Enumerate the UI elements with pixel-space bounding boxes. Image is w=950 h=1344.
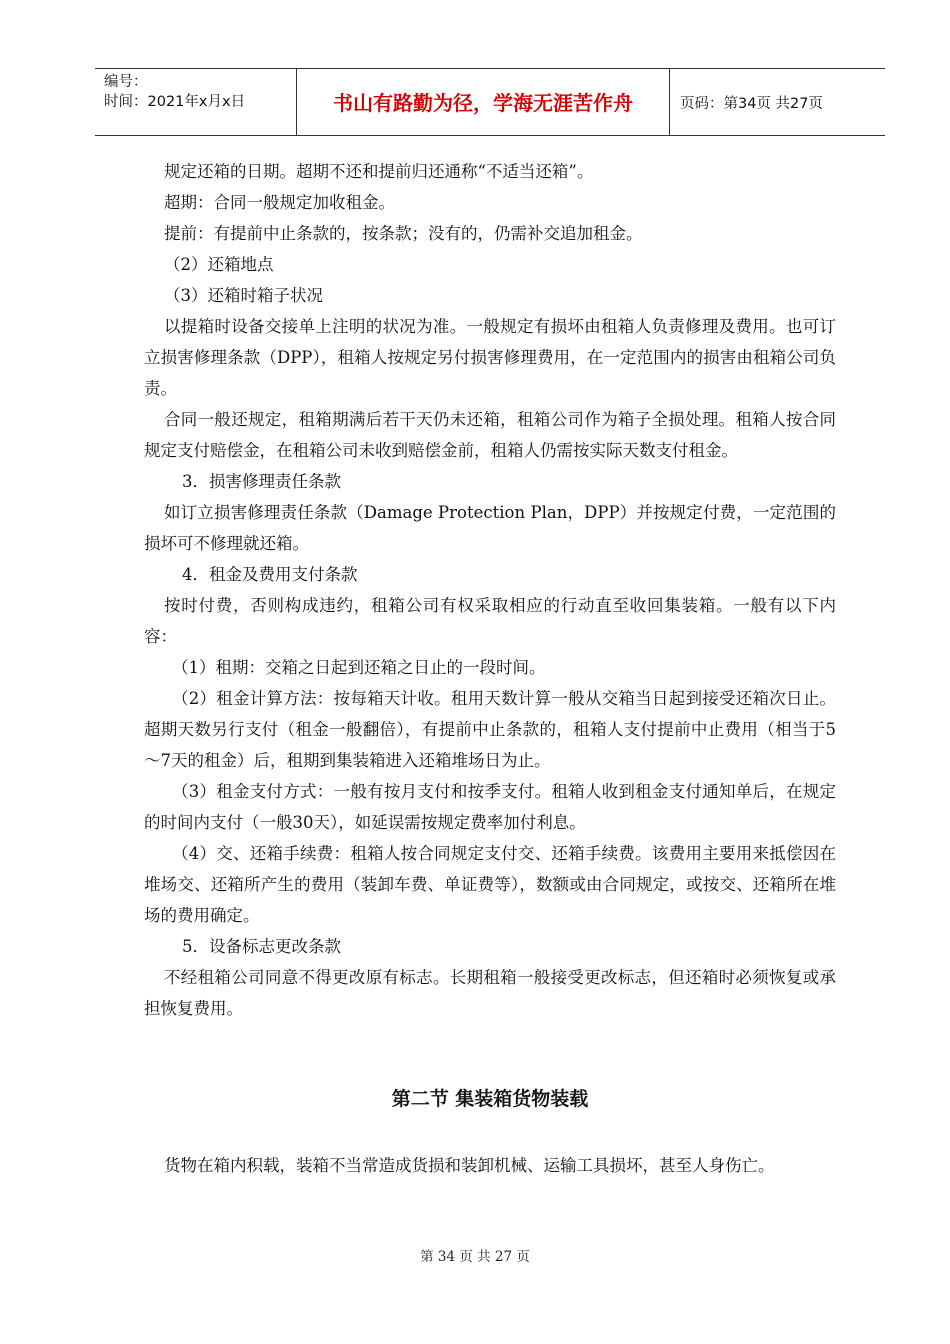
- header-motto: 书山有路勤为径，学海无涯苦作舟: [333, 91, 633, 115]
- header-divider-left: [296, 68, 297, 135]
- list-item-heading: （2）还箱地点: [164, 255, 274, 274]
- body-paragraph: （3）租金支付方式：一般有按月支付和按季支付。租箱人收到租金支付通知单后，在规定的时间内支付（一般30天），如延误需按规定费率加付利息。: [144, 782, 836, 832]
- header-meta: [104, 72, 245, 112]
- body-paragraph: 合同一般还规定，租箱期满后若干天仍未还箱，租箱公司作为箱子全损处理。租箱人按合同规定支付赔偿金，在租箱公司未收到赔偿金前，租箱人仍需按实际天数支付租金。: [144, 410, 836, 460]
- body-paragraph: 以提箱时设备交接单上注明的状况为准。一般规定有损坏由租箱人负责修理及费用。也可订立损害修理条款（DPP），租箱人按规定另付损害修理费用，在一定范围内的损害由租箱公司负责。: [144, 317, 836, 398]
- section-title: 第二节 集装箱货物装载: [391, 1088, 589, 1110]
- document-number-label: 编号：: [104, 74, 148, 90]
- clause-heading: 3．损害修理责任条款: [182, 472, 341, 491]
- header-page-label: 页码：第34页 共27页: [680, 96, 824, 112]
- body-paragraph: 规定还箱的日期。超期不还和提前归还通称“不适当还箱”。: [164, 162, 594, 181]
- section-body: [144, 1150, 836, 1181]
- page-footer: 第 34 页 共 27 页: [420, 1249, 530, 1265]
- body-paragraph: 按时付费，否则构成违约，租箱公司有权采取相应的行动直至收回集装箱。一般有以下内容：: [144, 596, 836, 646]
- body-paragraph: （4）交、还箱手续费：租箱人按合同规定支付交、还箱手续费。该费用主要用来抵偿因在堆场交、还箱所产生的费用（装卸车费、单证费等），数额或由合同规定，或按交、还箱所在堆场的费用确定。: [144, 844, 836, 925]
- body-paragraph: 如订立损害修理责任条款（Damage Protection Plan，DPP）并按规定付费，一定范围的损坏可不修理就还箱。: [144, 503, 836, 553]
- body-paragraph: 提前：有提前中止条款的，按条款；没有的，仍需补交追加租金。: [164, 224, 643, 243]
- clause-heading: 4．租金及费用支付条款: [182, 565, 358, 584]
- body-paragraph: 不经租箱公司同意不得更改原有标志。长期租箱一般接受更改标志，但还箱时必须恢复或承担恢复费用。: [144, 968, 836, 1018]
- header-divider-right: [669, 68, 670, 135]
- header-bottom-rule: [95, 135, 885, 136]
- document-time-label: 时间：2021年x月x日: [104, 94, 246, 110]
- body-paragraph: 超期：合同一般规定加收租金。: [164, 193, 395, 212]
- body-paragraph: 货物在箱内积载，装箱不当常造成货损和装卸机械、运输工具损坏，甚至人身伤亡。: [164, 1156, 775, 1175]
- body-paragraph: （1）租期：交箱之日起到还箱之日止的一段时间。: [172, 658, 546, 677]
- list-item-heading: （3）还箱时箱子状况: [164, 286, 323, 305]
- body-paragraph: （2）租金计算方法：按每箱天计收。租用天数计算一般从交箱当日起到接受还箱次日止。超期天数另行支付（租金一般翻倍），有提前中止条款的，租箱人支付提前中止费用（相当于5～7天的租金）后，租期到集装箱进入还箱堆场日为止。: [144, 689, 836, 770]
- document-body: [144, 156, 836, 1024]
- clause-heading: 5．设备标志更改条款: [182, 937, 341, 956]
